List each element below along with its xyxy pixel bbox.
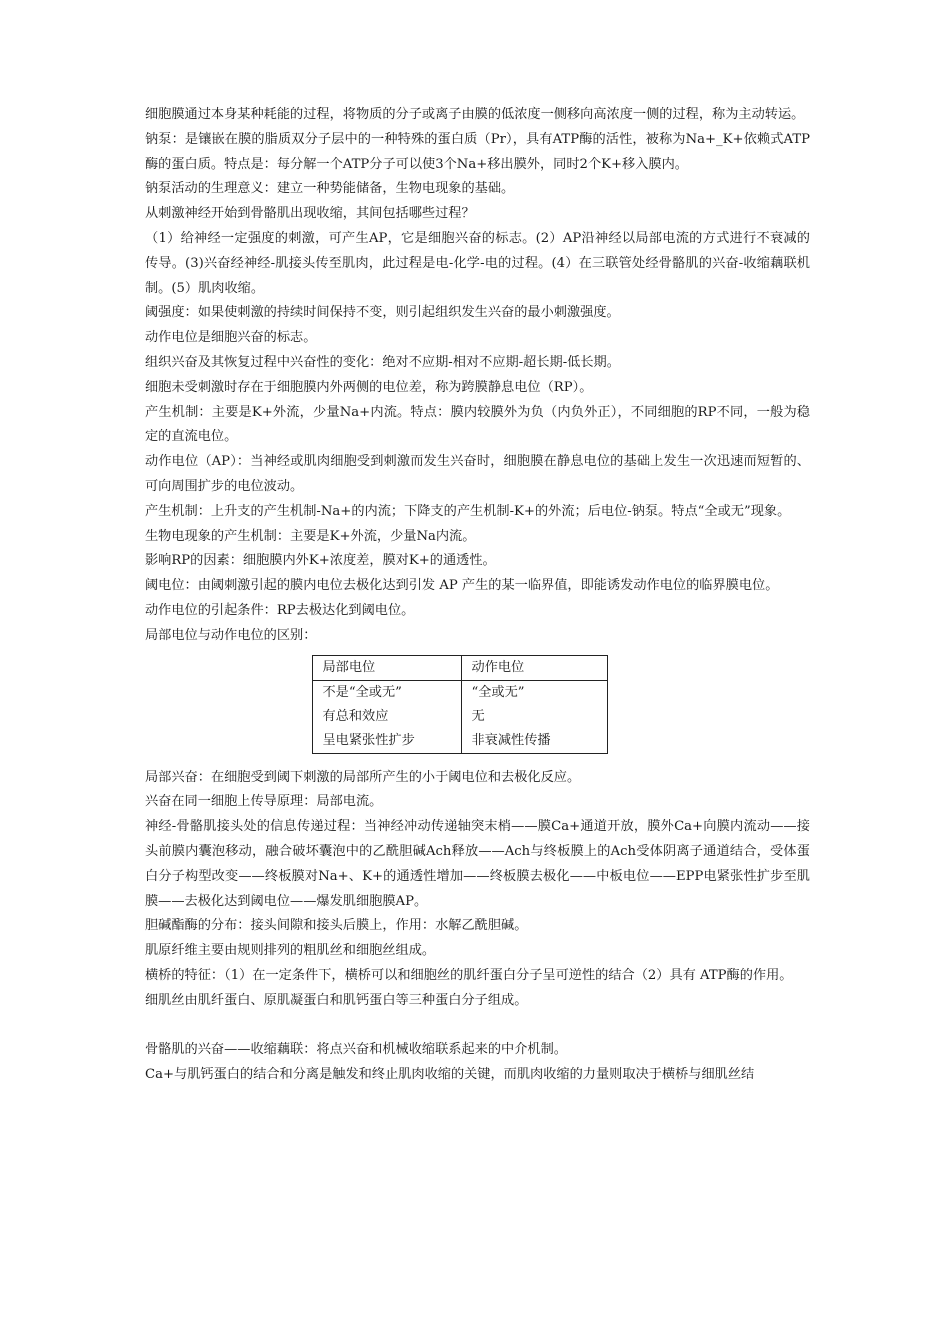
paragraph: 兴奋在同一细胞上传导原理：局部电流。 bbox=[145, 794, 383, 810]
table-header-cell: 动作电位 bbox=[461, 655, 607, 680]
paragraph-spacer bbox=[145, 1014, 810, 1039]
paragraph: （1）给神经一定强度的刺激，可产生AP，它是细胞兴奋的标志。(2）AP沿神经以局部电流的方式进行不衰减的传导。(3)兴奋经神经-肌接头传至肌肉，此过程是电-化学-电的过程。(4）在三联管处经骨骼肌的兴奋-收缩藕联机制。(5）肌肉收缩。 bbox=[145, 230, 810, 296]
table-row bbox=[312, 705, 607, 729]
paragraph: 从刺激神经开始到骨骼肌出现收缩，其间包括哪些过程？ bbox=[145, 206, 475, 222]
table-cell: 呈电紧张性扩步 bbox=[312, 729, 461, 754]
paragraph: 肌原纤维主要由规则排列的粗肌丝和细胞丝组成。 bbox=[145, 943, 436, 959]
table-cell: 非衰减性传播 bbox=[461, 729, 607, 754]
table-row bbox=[312, 680, 607, 705]
paragraph: 组织兴奋及其恢复过程中兴奋性的变化：绝对不应期-相对不应期-超长期-低长期。 bbox=[145, 354, 620, 370]
paragraph: 动作电位是细胞兴奋的标志。 bbox=[145, 330, 317, 346]
paragraph: 动作电位的引起条件：RP去极达化到阈电位。 bbox=[145, 602, 415, 618]
comparison-table-wrapper bbox=[127, 649, 792, 766]
paragraph: Ca+与肌钙蛋白的结合和分离是触发和终止肌肉收缩的关键，而肌肉收缩的力量则取决于横桥与细肌丝结 bbox=[145, 1067, 755, 1083]
comparison-table bbox=[312, 655, 608, 754]
paragraph: 神经-骨骼肌接头处的信息传递过程：当神经冲动传递轴突末梢——膜Ca+通道开放，膜外Ca+向膜内流动——接头前膜内囊泡移动，融合破坏囊泡中的乙酰胆碱Ach释放——Ach与终板膜上的Ach受体阴离子通道结合，受体蛋白分子构型改变——终板膜对Na+、K+的通透性增加——终板膜去极化——中板电位——EPP电紧张性扩步至肌膜——去极化达到阈电位——爆发肌细胞膜AP。 bbox=[145, 819, 810, 909]
paragraph: 胆碱酯酶的分布：接头间隙和接头后膜上，作用：水解乙酰胆碱。 bbox=[145, 918, 528, 934]
paragraph: 钠泵：是镶嵌在膜的脂质双分子层中的一种特殊的蛋白质（Pr），具有ATP酶的活性，被称为Na+_K+依赖式ATP酶的蛋白质。特点是：每分解一个ATP分子可以使3个Na+移出膜外，同时2个K+移入膜内。 bbox=[145, 131, 810, 172]
document-body bbox=[145, 103, 810, 1088]
table-cell: 不是“全或无” bbox=[312, 680, 461, 705]
table-cell: “全或无” bbox=[461, 680, 607, 705]
paragraph: 局部电位与动作电位的区别： bbox=[145, 627, 317, 643]
paragraph: 产生机制：主要是K+外流，少量Na+内流。特点：膜内较膜外为负（内负外正），不同细胞的RP不同，一般为稳定的直流电位。 bbox=[145, 404, 810, 445]
table-cell: 有总和效应 bbox=[312, 705, 461, 729]
paragraph: 骨骼肌的兴奋——收缩藕联：将点兴奋和机械收缩联系起来的中介机制。 bbox=[145, 1042, 567, 1058]
paragraph: 动作电位（AP）：当神经或肌肉细胞受到刺激而发生兴奋时，细胞膜在静息电位的基础上发生一次迅速而短暂的、可向周围扩步的电位波动。 bbox=[145, 454, 810, 494]
paragraph: 钠泵活动的生理意义：建立一种势能储备，生物电现象的基础。 bbox=[145, 181, 515, 197]
table-header-row bbox=[312, 655, 607, 680]
paragraph: 细胞膜通过本身某种耗能的过程，将物质的分子或离子由膜的低浓度一侧移向高浓度一侧的过程，称为主动转运。 bbox=[145, 107, 805, 122]
table-header-cell: 局部电位 bbox=[312, 655, 461, 680]
table-row bbox=[312, 729, 607, 754]
paragraph: 阈电位：由阈刺激引起的膜内电位去极化达到引发 AP 产生的某一临界值，即能诱发动作电位的临界膜电位。 bbox=[145, 578, 779, 594]
paragraph: 产生机制：上升支的产生机制-Na+的内流；下降支的产生机制-K+的外流；后电位-钠泵。特点“全或无”现象。 bbox=[145, 503, 791, 519]
table-cell: 无 bbox=[461, 705, 607, 729]
paragraph: 横桥的特征：（1）在一定条件下，横桥可以和细胞丝的肌纤蛋白分子呈可逆性的结合（2）具有 ATP酶的作用。 bbox=[145, 967, 793, 983]
paragraph: 局部兴奋：在细胞受到阈下刺激的局部所产生的小于阈电位和去极化反应。 bbox=[145, 769, 581, 785]
paragraph: 细胞未受刺激时存在于细胞膜内外两侧的电位差，称为跨膜静息电位（RP）。 bbox=[145, 379, 593, 395]
paragraph: 阈强度：如果使刺激的持续时间保持不变，则引起组织发生兴奋的最小刺激强度。 bbox=[145, 305, 620, 321]
paragraph: 生物电现象的产生机制：主要是K+外流，少量Na内流。 bbox=[145, 528, 476, 544]
paragraph: 影响RP的因素：细胞膜内外K+浓度差，膜对K+的通透性。 bbox=[145, 553, 496, 569]
paragraph: 细肌丝由肌纤蛋白、原肌凝蛋白和肌钙蛋白等三种蛋白分子组成。 bbox=[145, 992, 528, 1008]
